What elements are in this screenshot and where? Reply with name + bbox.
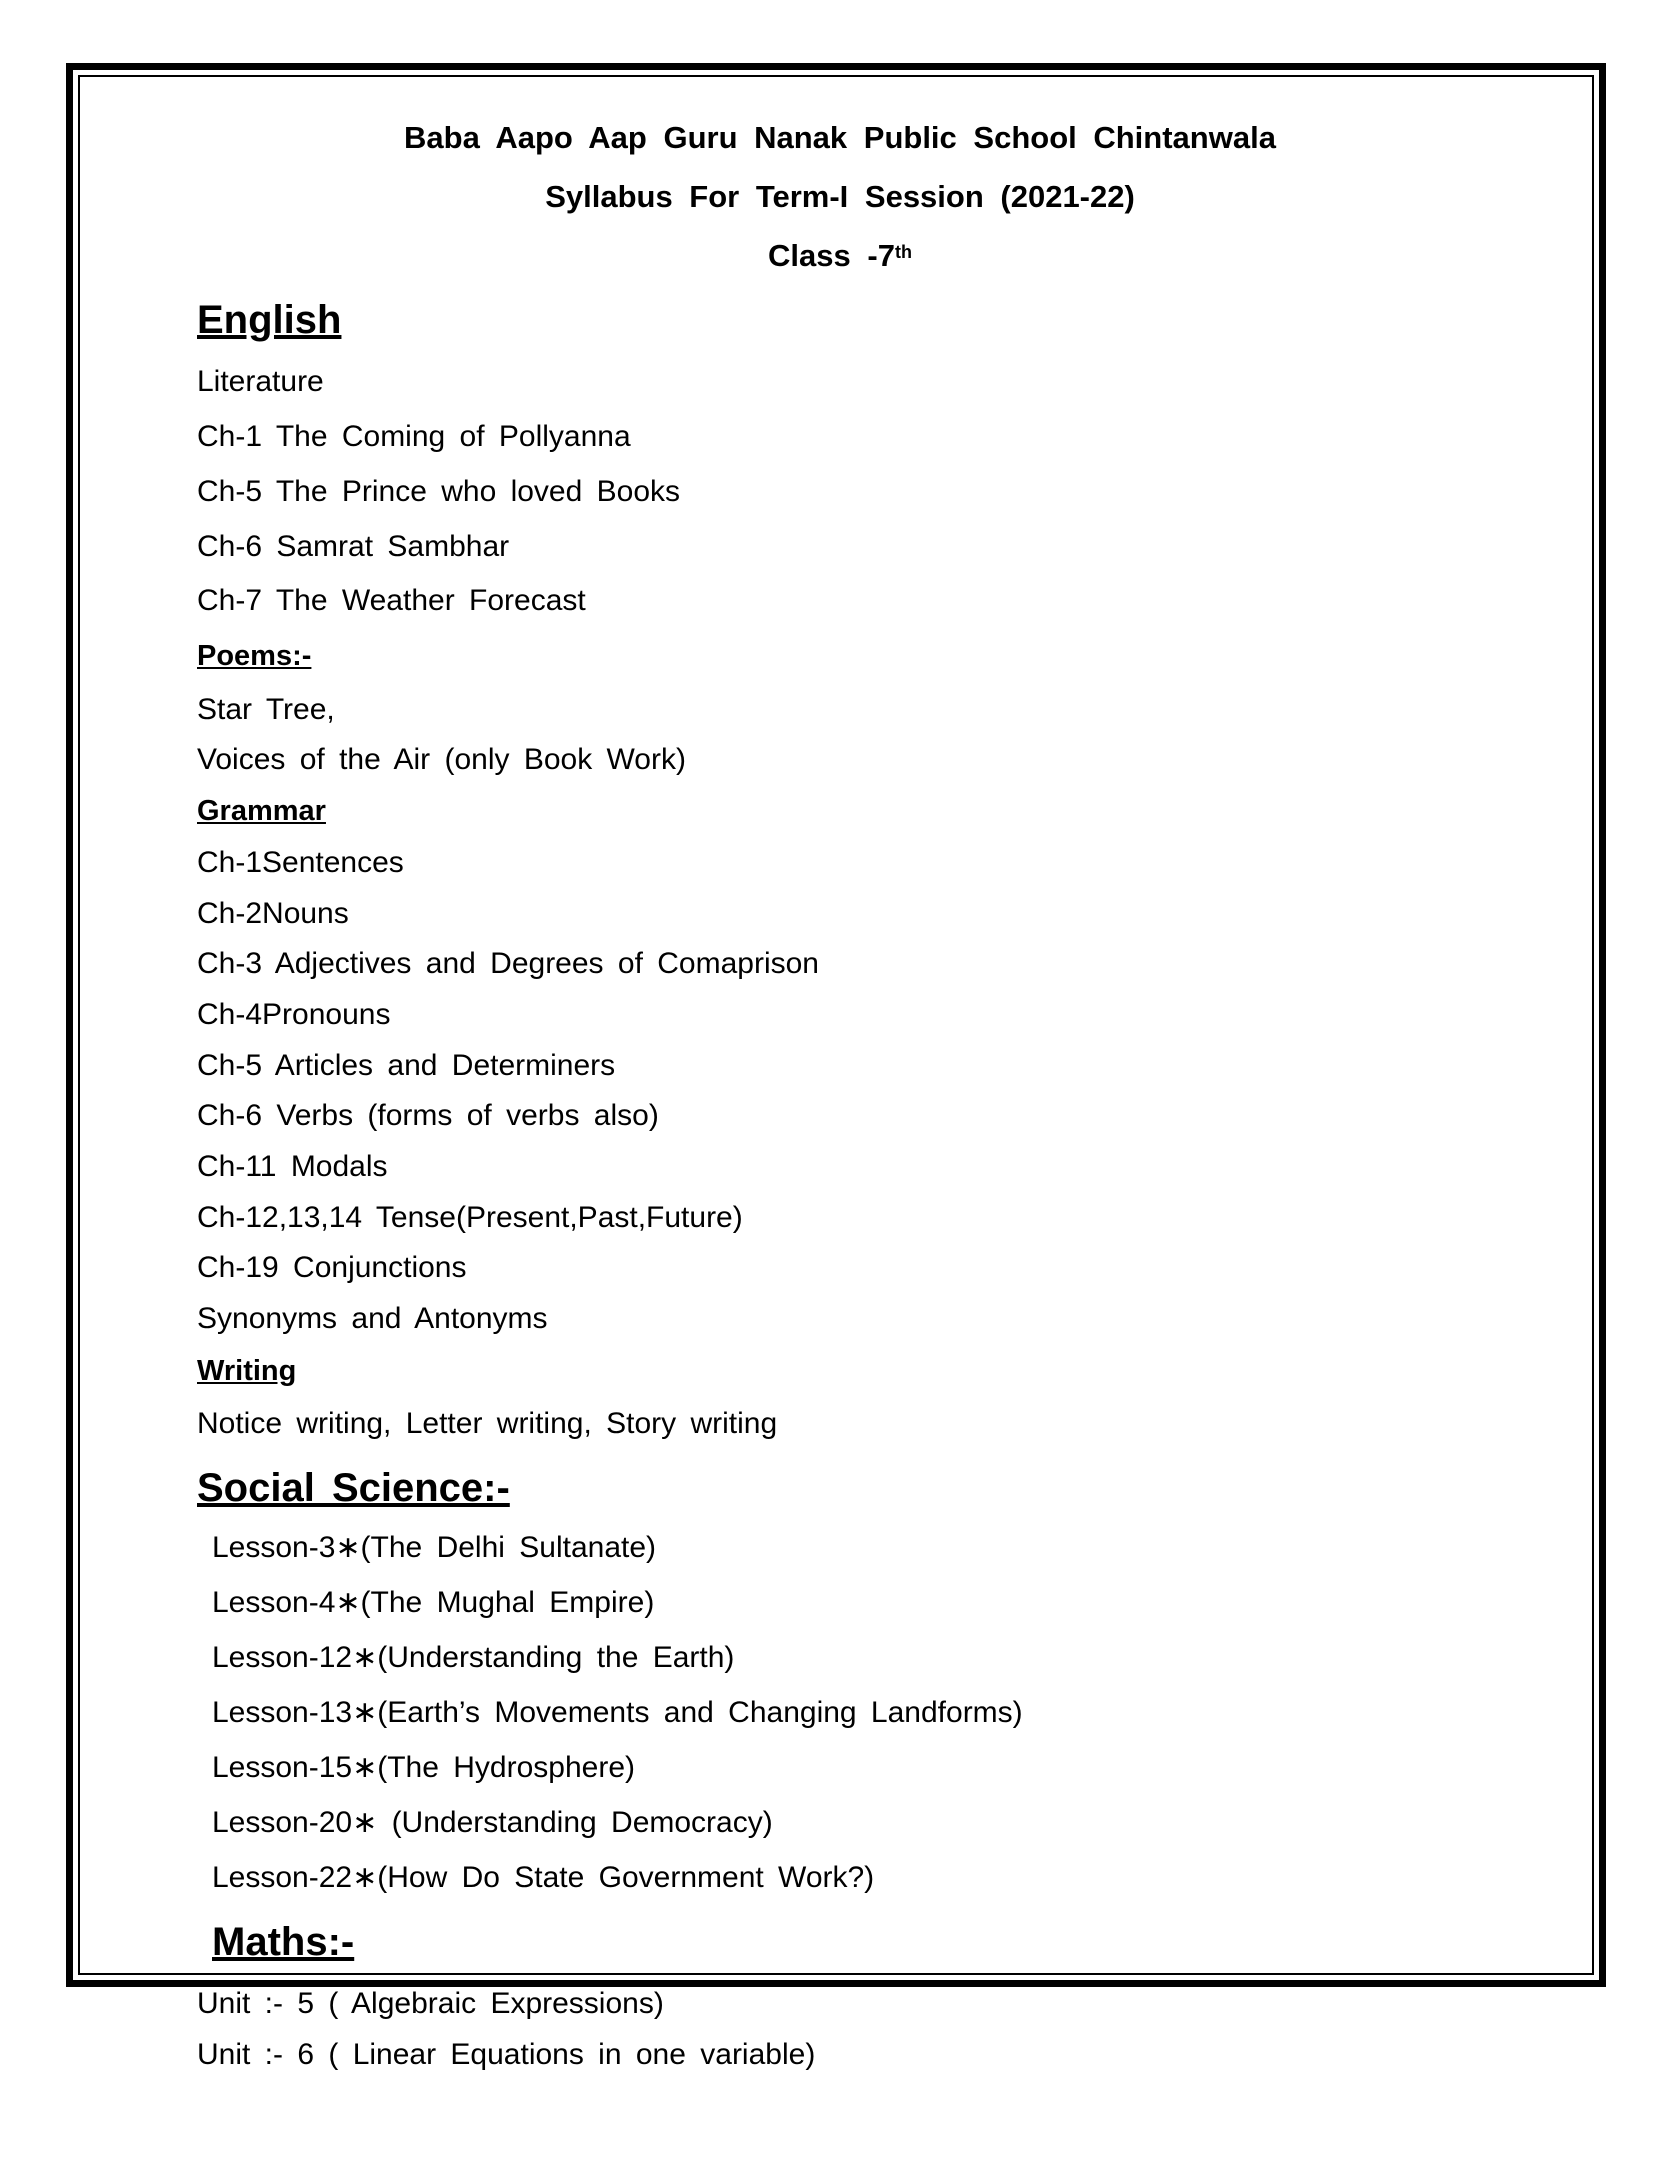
maths-heading: Maths:-: [212, 1920, 355, 1964]
grammar-item: Ch-4Pronouns: [197, 998, 391, 1031]
syllabus-title: Syllabus For Term-I Session (2021-22): [545, 179, 1135, 214]
social-science-lesson: Lesson-13∗(Earth’s Movements and Changing Landforms): [212, 1696, 1023, 1729]
poems-heading: Poems:-: [197, 640, 312, 672]
poem-item: Voices of the Air (only Book Work): [197, 743, 686, 776]
literature-label: Literature: [197, 365, 324, 398]
social-science-lesson: Lesson-3∗(The Delhi Sultanate): [212, 1531, 657, 1564]
grammar-item: Ch-1Sentences: [197, 846, 404, 879]
literature-item: Ch-1 The Coming of Pollyanna: [197, 420, 631, 453]
class-prefix: Class -7: [768, 238, 895, 273]
maths-unit: Unit :- 5 ( Algebraic Expressions): [197, 1987, 664, 2020]
grammar-heading: Grammar: [197, 795, 326, 827]
grammar-item: Ch-19 Conjunctions: [197, 1251, 467, 1284]
literature-item: Ch-6 Samrat Sambhar: [197, 530, 510, 563]
social-science-heading: Social Science:-: [197, 1466, 510, 1510]
school-name: Baba Aapo Aap Guru Nanak Public School Chintanwala: [404, 120, 1276, 155]
grammar-item: Ch-6 Verbs (forms of verbs also): [197, 1099, 659, 1132]
grammar-item: Synonyms and Antonyms: [197, 1302, 548, 1335]
social-science-lesson: Lesson-20∗ (Understanding Democracy): [212, 1806, 773, 1839]
social-science-lesson: Lesson-12∗(Understanding the Earth): [212, 1641, 735, 1674]
writing-heading: Writing: [197, 1355, 297, 1387]
writing-item: Notice writing, Letter writing, Story writing: [197, 1407, 778, 1440]
literature-item: Ch-5 The Prince who loved Books: [197, 475, 681, 508]
grammar-item: Ch-3 Adjectives and Degrees of Comaprison: [197, 947, 819, 980]
english-heading: English: [197, 298, 342, 342]
class-suffix: th: [894, 242, 912, 262]
social-science-lesson: Lesson-4∗(The Mughal Empire): [212, 1586, 655, 1619]
literature-item: Ch-7 The Weather Forecast: [197, 584, 586, 617]
grammar-item: Ch-5 Articles and Determiners: [197, 1049, 616, 1082]
maths-unit: Unit :- 6 ( Linear Equations in one variable): [197, 2038, 816, 2071]
social-science-lesson: Lesson-15∗(The Hydrosphere): [212, 1751, 635, 1784]
grammar-item: Ch-12,13,14 Tense(Present,Past,Future): [197, 1201, 743, 1234]
class-label: [0, 237, 1680, 275]
social-science-lesson: Lesson-22∗(How Do State Government Work?): [212, 1861, 875, 1894]
poem-item: Star Tree,: [197, 693, 335, 726]
grammar-item: Ch-2Nouns: [197, 897, 349, 930]
grammar-item: Ch-11 Modals: [197, 1150, 388, 1183]
